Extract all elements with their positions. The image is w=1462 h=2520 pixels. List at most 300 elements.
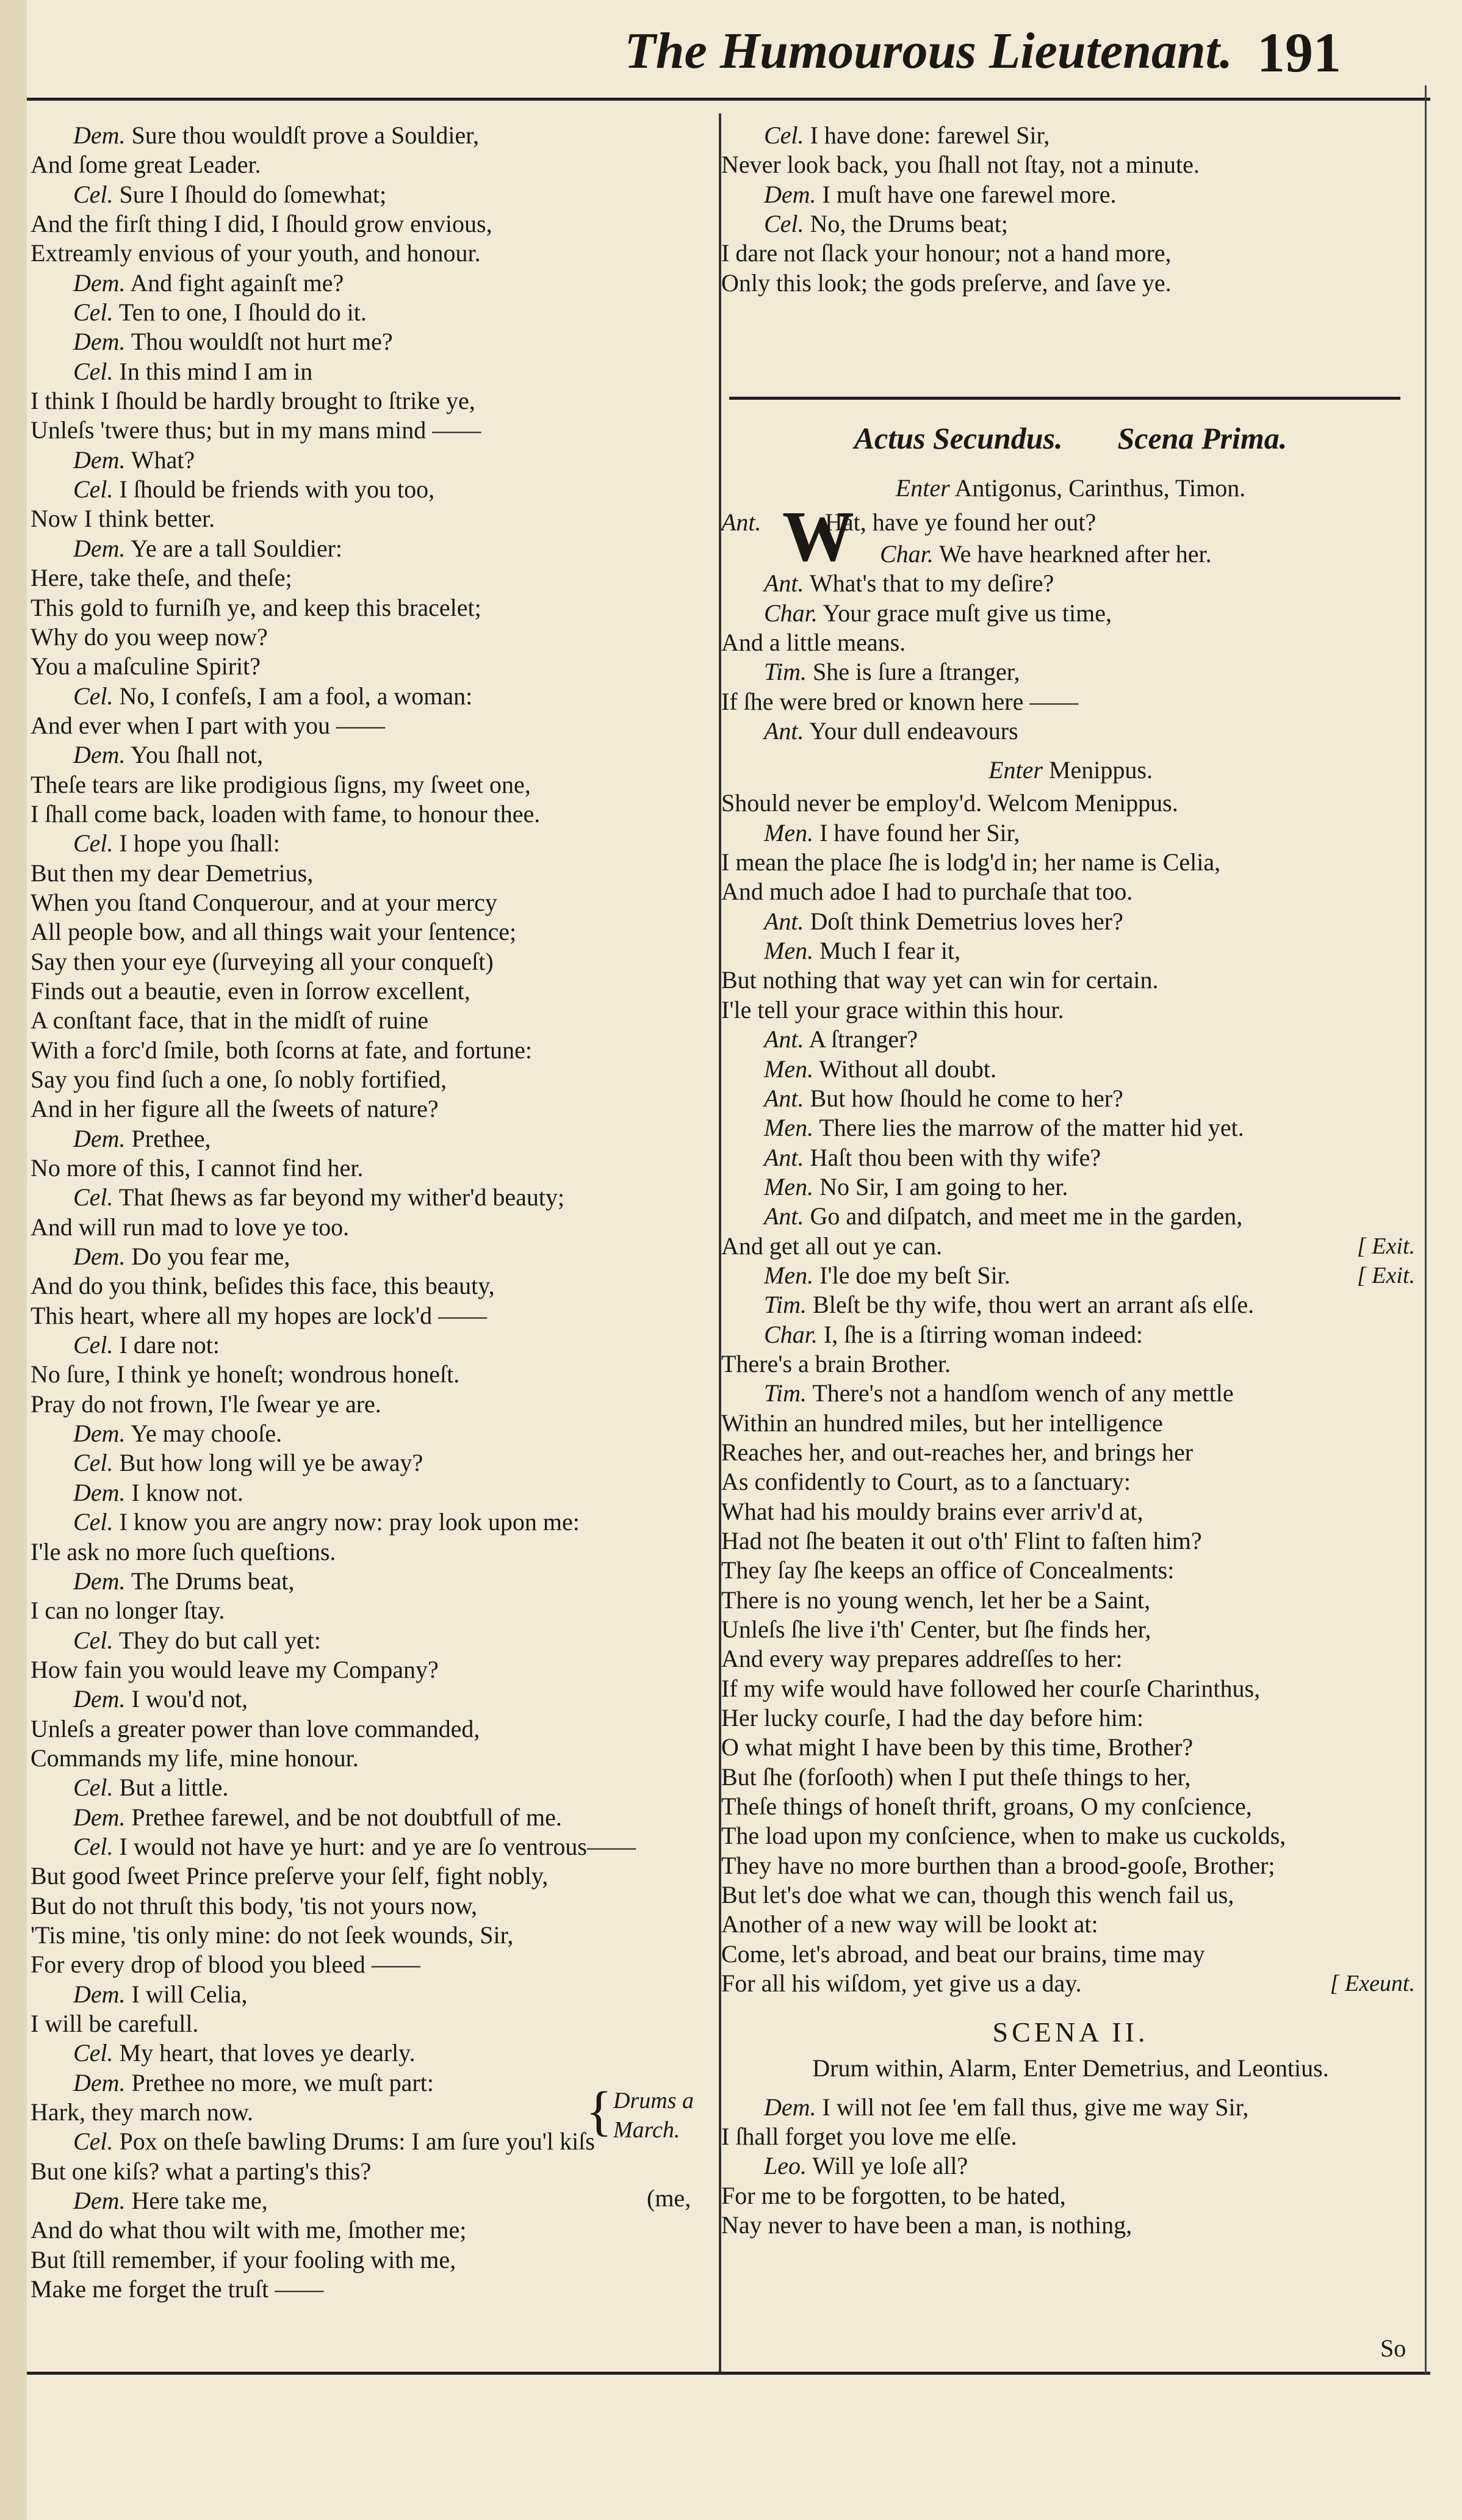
dialogue-block-3 <box>721 2093 1420 2240</box>
speech-text: No more of this, I cannot find her. <box>31 1154 364 1182</box>
speech-text: Hark, they march now. <box>31 2098 254 2126</box>
speech-text: Only this look; the gods preſerve, and ſave ye. <box>721 269 1172 297</box>
speaker-name: Dem. <box>764 2093 816 2121</box>
speech-text: Say then your eye (ſurveying all your conqueſt) <box>31 947 494 975</box>
speech-text: Your grace muſt give us time, <box>823 599 1112 627</box>
speech-text: Pray do not frown, I'le ſwear ye are. <box>31 1390 381 1418</box>
speaker-name: Men. <box>764 818 814 847</box>
stage-direction-drums-2: March. <box>613 2117 680 2143</box>
speech-text: Had not ſhe beaten it out o'th' Flint to faſten him? <box>721 1527 1202 1554</box>
speech-text: If my wife would have followed her courſe Charinthus, <box>721 1674 1261 1702</box>
speaker-name: Ant. <box>764 1084 804 1112</box>
speaker-name: Ant. <box>764 1025 804 1053</box>
speech-text: And will run mad to love ye too. <box>31 1213 350 1241</box>
verse-line <box>31 1330 714 1360</box>
verse-line <box>721 907 1420 936</box>
speech-text: Sure thou wouldſt prove a Souldier, <box>131 121 479 149</box>
speech-text: You ſhall not, <box>131 741 264 769</box>
verse-line <box>31 239 714 268</box>
verse-line <box>31 1744 714 1773</box>
verse-line <box>721 1821 1420 1850</box>
speech-text: Extreamly envious of your youth, and honour. <box>31 239 481 267</box>
verse-line <box>31 1861 714 1891</box>
exit-direction: [ Exit. <box>1357 1262 1415 1288</box>
speech-text: If ſhe were bred or known here —— <box>721 687 1079 715</box>
speaker-name: Men. <box>764 937 814 965</box>
speaker-name: Dem. <box>73 328 126 356</box>
verse-line <box>31 1036 714 1065</box>
verse-line <box>721 1733 1420 1762</box>
verse-line <box>31 446 714 475</box>
verse-line <box>721 995 1420 1025</box>
speech-text: But ſhe (forſooth) when I put theſe things to her, <box>721 1763 1191 1791</box>
speech-text: Another of a new way will be lookt at: <box>721 1910 1098 1938</box>
verse-line <box>31 711 714 740</box>
speech-text: Prethee, <box>131 1124 211 1152</box>
verse-line <box>721 687 1420 717</box>
speech-text: I can no longer ſtay. <box>31 1597 225 1625</box>
verse-line <box>31 1094 714 1124</box>
verse-line <box>721 2122 1420 2151</box>
verse-line <box>721 1172 1420 1202</box>
speech-text: Ye may chooſe. <box>131 1420 283 1448</box>
verse-line <box>721 1232 1420 1261</box>
binding-gutter <box>0 0 27 2520</box>
verse-line <box>31 1419 714 1448</box>
speech-text: And every way prepares addreſſes to her: <box>721 1645 1123 1673</box>
speaker-name: Dem. <box>73 446 126 474</box>
speech-text: I have done: farewel Sir, <box>810 121 1050 149</box>
verse-line <box>721 1379 1420 1408</box>
verse-line <box>721 1143 1420 1172</box>
verse-line <box>721 209 1420 239</box>
speech-text: And ever when I part with you —— <box>31 711 385 739</box>
act-separator-rule <box>729 397 1400 400</box>
speech-text: But then my dear Demetrius, <box>31 859 314 887</box>
verse-line <box>31 1596 714 1625</box>
verse-line <box>31 1507 714 1537</box>
speaker-name: Dem. <box>73 1567 126 1595</box>
speaker-name: Tim. <box>764 1291 807 1319</box>
scena-two-heading: SCENA II. <box>992 2016 1149 2048</box>
speaker-name: Dem. <box>73 1685 126 1713</box>
verse-line <box>31 327 714 356</box>
verse-line <box>31 2038 714 2068</box>
verse-line <box>721 2181 1420 2211</box>
speaker-name: Ant. <box>764 1143 804 1171</box>
exit-direction: [ Exeunt. <box>1330 1971 1415 1997</box>
verse-line <box>721 877 1420 906</box>
verse-line <box>721 1202 1420 1231</box>
speech-text: O what might I have been by this time, Brother? <box>721 1733 1194 1761</box>
speaker-name: Cel. <box>73 475 113 504</box>
verse-line <box>721 121 1420 150</box>
speech-text: And in her figure all the ſweets of nature? <box>31 1095 439 1123</box>
speech-text: For me to be forgotten, to be hated, <box>721 2181 1066 2209</box>
speech-text: Come, let's abroad, and beat our brains, time may <box>721 1940 1205 1968</box>
verse-line <box>721 569 1420 598</box>
catchword: So <box>1380 2334 1406 2362</box>
speech-text: Prethee no more, we muſt part: <box>131 2068 434 2096</box>
speaker-name: Men. <box>764 1172 814 1200</box>
speech-text: Haſt thou been with thy wife? <box>810 1143 1101 1171</box>
speech-text: But how ſhould he come to her? <box>810 1084 1123 1112</box>
scene-title: Scena Prima. <box>1117 421 1287 455</box>
verse-line <box>31 1626 714 1655</box>
verse-line <box>721 1290 1420 1320</box>
speech-text: I will be carefull. <box>31 2010 199 2037</box>
speech-text: No, the Drums beat; <box>810 210 1008 238</box>
speech-text: Unleſs 'twere thus; but in my mans mind —— <box>31 416 481 444</box>
speech-text: This gold to furniſh ye, and keep this bracelet; <box>31 593 481 621</box>
speech-text: Commands my life, mine honour. <box>31 1744 359 1772</box>
verse-line <box>31 2215 714 2245</box>
verse-line <box>31 475 714 504</box>
verse-line <box>721 1320 1420 1349</box>
speech-text: There lies the marrow of the matter hid yet. <box>819 1114 1244 1142</box>
verse-line <box>31 180 714 209</box>
verse-line <box>721 789 1420 818</box>
speech-text: And the firſt thing I did, I ſhould grow envious, <box>31 210 492 238</box>
speech-text: Sure I ſhould do ſomewhat; <box>119 180 387 208</box>
speech-text: Thou wouldſt not hurt me? <box>131 328 393 356</box>
verse-line <box>721 1851 1420 1880</box>
right-column-main <box>721 408 1420 2240</box>
speech-text: She is ſure a ſtranger, <box>813 658 1020 686</box>
turnover-text: (me, <box>647 2184 691 2212</box>
act-title: Actus Secundus. <box>854 421 1063 455</box>
enter-names: Antigonus, Carinthus, Timon. <box>954 474 1246 502</box>
speaker-name: Ant. <box>764 569 804 598</box>
speech-text: Within an hundred miles, but her intelligence <box>721 1409 1163 1437</box>
verse-line <box>721 180 1420 209</box>
speaker-name: Cel. <box>764 121 804 149</box>
speech-text: A conſtant face, that in the midſt of ruine <box>31 1006 429 1034</box>
verse-line <box>31 1301 714 1330</box>
verse-line <box>31 298 714 327</box>
speaker-name: Leo. <box>764 2152 807 2180</box>
opening-line-2 <box>721 540 1420 569</box>
verse-line <box>31 2157 714 2186</box>
act-heading <box>721 408 1420 469</box>
verse-line <box>721 1497 1420 1526</box>
speech-text: As confidently to Court, as to a ſanctuary: <box>721 1468 1131 1496</box>
verse-line <box>31 1360 714 1389</box>
right-frame-rule <box>1425 85 1427 2374</box>
verse-line <box>31 1980 714 2009</box>
verse-line <box>721 1910 1420 1939</box>
speaker-name: Cel. <box>73 180 113 208</box>
verse-line <box>721 269 1420 298</box>
speaker-name: Cel. <box>73 1449 113 1477</box>
left-column <box>31 121 714 2304</box>
speech-text: Should never be employ'd. Welcom Menippus. <box>721 789 1178 817</box>
verse-line <box>31 1891 714 1921</box>
speech-text: Bleſt be thy wife, thou wert an arrant aſs elſe. <box>813 1291 1255 1319</box>
speech-text: The Drums beat, <box>131 1567 295 1595</box>
speech-text: We have hearkned after her. <box>939 540 1212 568</box>
speaker-name: Tim. <box>764 1379 807 1407</box>
speech-text: There's a brain Brother. <box>721 1349 951 1377</box>
verse-line <box>31 1921 714 1950</box>
speech-text: I hope you ſhall: <box>119 829 280 857</box>
verse-line <box>31 534 714 563</box>
verse-line <box>721 936 1420 966</box>
speaker-name: Dem. <box>73 121 126 149</box>
speech-text: Unleſs ſhe live i'th' Center, but ſhe finds her, <box>721 1616 1151 1644</box>
speaker-name: Dem. <box>73 2068 126 2096</box>
speech-text: Unleſs a greater power than love commanded, <box>31 1714 480 1742</box>
verse-line <box>721 1969 1420 1998</box>
speech-text: Nay never to have been a man, is nothing, <box>721 2211 1133 2239</box>
speech-text: Now I think better. <box>31 505 215 533</box>
speaker-name: Dem. <box>73 534 126 562</box>
speaker-name: Cel. <box>73 1626 113 1654</box>
speaker-name: Cel. <box>73 2039 113 2067</box>
verse-line <box>721 1055 1420 1084</box>
speech-text: But let's doe what we can, though this wench fail us, <box>721 1881 1234 1909</box>
verse-line <box>721 717 1420 746</box>
speaker-name: Cel. <box>73 1331 113 1359</box>
speech-text: But do not thruſt this body, 'tis not yours now, <box>31 1891 478 1919</box>
verse-line <box>31 1213 714 1242</box>
speech-text: Theſe tears are like prodigious ſigns, my ſweet one, <box>31 770 531 798</box>
speech-text: Theſe things of honeſt thrift, groans, O my conſcience, <box>721 1793 1252 1821</box>
speaker-name: Dem. <box>764 180 816 208</box>
speech-text: In this mind I am in <box>119 357 313 385</box>
verse-line <box>31 1537 714 1567</box>
speaker: Char. <box>880 540 934 568</box>
speaker-name: Men. <box>764 1055 814 1083</box>
speech-text: I dare not: <box>119 1331 220 1359</box>
speech-text: And much adoe I had to purchaſe that too. <box>721 878 1133 906</box>
verse-line <box>31 1950 714 1979</box>
speech-text: And fight againſt me? <box>130 269 344 297</box>
verse-line <box>721 1586 1420 1615</box>
verse-line <box>721 1467 1420 1496</box>
verse-line <box>31 917 714 947</box>
speech-text: I mean the place ſhe is lodg'd in; her name is Celia, <box>721 848 1221 876</box>
speech-text: What's that to my deſire? <box>809 569 1054 598</box>
verse-line <box>721 1526 1420 1556</box>
speaker-name: Ant. <box>764 717 804 745</box>
verse-line <box>721 1025 1420 1054</box>
speech-text: I ſhall forget you love me elſe. <box>721 2122 1017 2150</box>
speech-text: The load upon my conſcience, when to make us cuckolds, <box>721 1822 1286 1850</box>
speech-text: But a little. <box>119 1774 229 1802</box>
speech-text: What had his mouldy brains ever arriv'd at, <box>721 1497 1143 1525</box>
running-title: The Humourous Lieutenant. <box>624 23 1233 79</box>
verse-line <box>31 829 714 858</box>
speech-text: I have found her Sir, <box>819 818 1020 847</box>
speaker-name: Dem. <box>73 741 126 769</box>
verse-line <box>31 121 714 150</box>
verse-line <box>31 947 714 977</box>
speech-text: And do what thou wilt with me, ſmother me; <box>31 2216 467 2244</box>
verse-line <box>721 1349 1420 1379</box>
speaker-name: Dem. <box>73 1124 126 1152</box>
speaker-name: Cel. <box>73 1508 113 1536</box>
verse-line <box>31 1390 714 1419</box>
speech-text: Say you find ſuch a one, ſo nobly fortified, <box>31 1066 447 1093</box>
speaker-name: Cel. <box>73 1774 113 1802</box>
speaker-name: Ant. <box>764 907 804 935</box>
verse-line <box>721 2211 1420 2240</box>
speech-text: But how long will ye be away? <box>119 1449 423 1477</box>
speaker-name: Men. <box>764 1114 814 1142</box>
speech-text: For every drop of blood you bleed —— <box>31 1951 420 1979</box>
speech-text: All people bow, and all things wait your ſentence; <box>31 918 517 946</box>
verse-line <box>721 1674 1420 1703</box>
speech-text: But good ſweet Prince preſerve your ſelf, fight nobly, <box>31 1862 549 1890</box>
speech-text: I would not have ye hurt: and ye are ſo ventrous—— <box>119 1832 636 1860</box>
verse-line <box>31 800 714 829</box>
verse-line <box>31 1124 714 1153</box>
speech-text: I ſhall come back, loaden with fame, to honour thee. <box>31 800 541 828</box>
speech-text: They do but call yet: <box>118 1626 321 1654</box>
enter-names: Menippus. <box>1048 756 1153 784</box>
verse-line <box>31 1832 714 1861</box>
verse-line <box>31 504 714 533</box>
speech-text: Ye are a tall Souldier: <box>131 534 343 562</box>
speech-text: How fain you would leave my Company? <box>31 1655 439 1683</box>
speech-text: 'Tis mine, 'tis only mine: do not ſeek wounds, Sir, <box>31 1921 514 1949</box>
page-number: 191 <box>1257 21 1341 84</box>
speech-text: I think I ſhould be hardly brought to ſtrike ye, <box>31 387 475 415</box>
header-rule <box>27 98 1430 101</box>
speech-text: This heart, where all my hopes are lock'd —— <box>31 1301 488 1329</box>
speech-text: Finds out a beautie, even in ſorrow excellent, <box>31 977 470 1005</box>
verse-line <box>721 1615 1420 1644</box>
verse-line <box>31 357 714 386</box>
verse-line <box>31 2186 714 2215</box>
speaker-name: Tim. <box>764 658 807 686</box>
verse-line <box>31 269 714 298</box>
speech-text: My heart, that loves ye dearly. <box>119 2039 416 2067</box>
verse-line <box>721 818 1420 848</box>
speech-text: I know not. <box>131 1478 243 1506</box>
speech-text: They have no more burthen than a brood-gooſe, Brother; <box>721 1851 1275 1879</box>
drop-capital: W <box>782 496 854 576</box>
speech-text: I will Celia, <box>131 1980 248 2008</box>
verse-line <box>721 1763 1420 1792</box>
verse-line <box>31 1242 714 1271</box>
right-column-top <box>721 121 1420 298</box>
verse-line <box>721 1409 1420 1438</box>
speech-text: I wou'd not, <box>131 1685 248 1713</box>
enter-word: Enter <box>895 474 950 502</box>
verse-line <box>31 1655 714 1684</box>
verse-line <box>721 1792 1420 1821</box>
stage-direction-drums-1: Drums a <box>613 2088 694 2114</box>
opening-text: Hat, have ye found her out? <box>825 508 1096 536</box>
speaker-name: Cel. <box>73 2128 113 2156</box>
verse-line <box>31 1006 714 1035</box>
speaker-name: Char. <box>764 1320 818 1348</box>
verse-line <box>721 848 1420 877</box>
speaker-name: Cel. <box>73 682 113 710</box>
speech-text: Make me forget the truſt —— <box>31 2275 324 2303</box>
speech-text: For all his wiſdom, yet give us a day. <box>721 1969 1082 1998</box>
speaker-name: Cel. <box>73 1832 113 1860</box>
verse-line <box>721 150 1420 179</box>
verse-line <box>721 1644 1420 1673</box>
speech-text: What? <box>131 446 195 474</box>
exit-direction: [ Exit. <box>1357 1233 1415 1259</box>
verse-line <box>31 652 714 681</box>
speech-text: Reaches her, and out-reaches her, and brings her <box>721 1438 1194 1466</box>
verse-line <box>31 1271 714 1301</box>
verse-line <box>31 740 714 770</box>
speech-text: With a forc'd ſmile, both ſcorns at fate, and fortune: <box>31 1036 532 1064</box>
stage-direction-alarm: Drum within, Alarm, Enter Demetrius, and Leontius. <box>812 2054 1329 2082</box>
verse-line <box>31 1567 714 1596</box>
speech-text: And ſome great Leader. <box>31 151 261 179</box>
speech-text: Why do you weep now? <box>31 623 268 651</box>
speech-text: That ſhews as far beyond my wither'd beauty; <box>118 1183 565 1211</box>
verse-line <box>31 682 714 711</box>
speaker-name: Dem. <box>73 1420 126 1448</box>
footer-rule <box>27 2372 1430 2375</box>
speech-text: Her lucky courſe, I had the day before him: <box>721 1704 1143 1732</box>
speech-text: I muſt have one farewel more. <box>822 180 1117 208</box>
speech-text: But nothing that way yet can win for certain. <box>721 966 1159 994</box>
speech-text: I ſhould be friends with you too, <box>119 475 435 504</box>
speaker-name: Dem. <box>73 1803 126 1831</box>
speech-text: But ſtill remember, if your fooling with me, <box>31 2245 456 2273</box>
speaker-name: Cel. <box>73 298 113 327</box>
verse-line <box>31 1183 714 1212</box>
verse-line <box>721 1084 1420 1113</box>
verse-line <box>31 1478 714 1507</box>
verse-line <box>721 2151 1420 2181</box>
speech-text: And do you think, beſides this face, this beauty, <box>31 1272 495 1300</box>
speech-text: No, I confeſs, I am a fool, a woman: <box>119 682 473 710</box>
verse-line <box>721 599 1420 628</box>
speech-text: Ten to one, I ſhould do it. <box>118 298 367 327</box>
speaker-name: Ant. <box>764 1202 804 1230</box>
speech-text: Here take me, <box>131 2187 268 2215</box>
verse-line <box>31 593 714 623</box>
verse-line <box>721 2093 1420 2122</box>
speech-text: You a maſculine Spirit? <box>31 652 261 681</box>
stage-direction-enter-2 <box>721 746 1420 789</box>
verse-line <box>721 1940 1420 1969</box>
speech-text: Doſt think Demetrius loves her? <box>810 907 1123 935</box>
speech-text: No Sir, I am going to her. <box>819 1172 1068 1200</box>
verse-line <box>31 2245 714 2275</box>
verse-line <box>721 1556 1420 1585</box>
verse-line <box>31 563 714 593</box>
speaker-name: Cel. <box>73 357 113 385</box>
speech-text: I'le tell your grace within this hour. <box>721 995 1064 1024</box>
speech-text: I, ſhe is a ſtirring woman indeed: <box>823 1320 1143 1348</box>
verse-line <box>31 386 714 416</box>
speech-text: Will ye loſe all? <box>812 2152 968 2180</box>
speaker-name: Men. <box>764 1261 814 1289</box>
enter-word: Enter <box>988 756 1043 784</box>
verse-line <box>721 239 1420 268</box>
verse-line <box>721 628 1420 657</box>
speech-text: I dare not ſlack your honour; not a hand more, <box>721 239 1172 267</box>
speaker: Ant. <box>721 508 762 536</box>
verse-line <box>31 1803 714 1832</box>
speech-text: Go and diſpatch, and meet me in the garden, <box>810 1202 1243 1230</box>
speech-text: Never look back, you ſhall not ſtay, not a minute. <box>721 151 1200 179</box>
speech-text: I will not ſee 'em fall thus, give me way Sir, <box>822 2093 1249 2121</box>
speaker-name: Cel. <box>73 829 113 857</box>
verse-line <box>31 209 714 239</box>
